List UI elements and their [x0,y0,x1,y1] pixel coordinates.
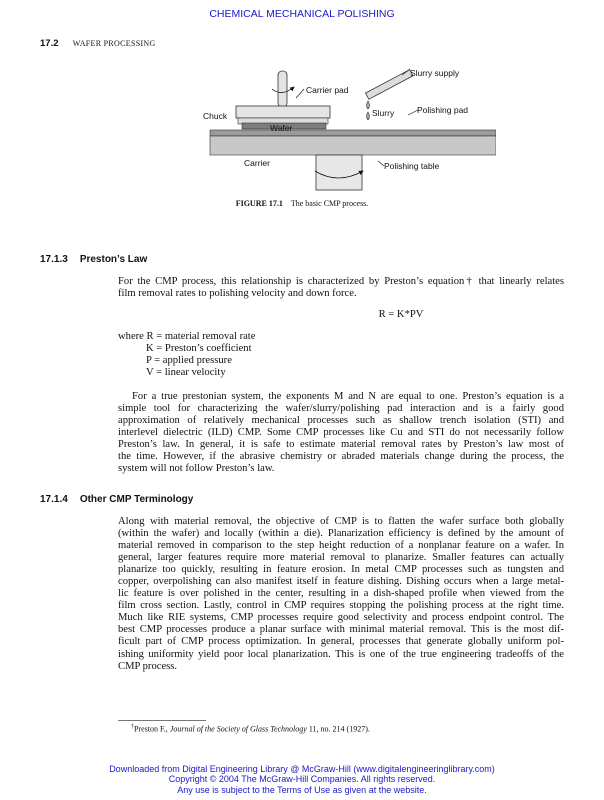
footnote-journal: Journal of the Society of Glass Technology [169,724,307,734]
text-line: film removal rates to polishing velocity and down force. [118,288,357,300]
text-line: general, larger features require more material removal to planarize. Smaller features can actually [118,552,564,564]
slurry-drop [367,101,370,109]
prestons-law-intro [118,276,564,300]
label-polishing-pad: Polishing pad [417,105,469,115]
section-title: Preston’s Law [79,254,148,265]
text-line: best CMP processes produce a planar surface with minimal material removal. This is the most dif- [118,624,564,636]
label-carrier-pad: Carrier pad [306,85,349,95]
download-notice-line[interactable]: Downloaded from Digital Engineering Library @ McGraw-Hill (www.digitalengineeringlibrary.com) [109,764,495,774]
definition-line: V = linear velocity [146,367,226,379]
figure-caption [0,199,604,208]
text-line: Preston’s law. In general, it is safe to estimate material removal rates by Preston’s law most of [118,439,564,451]
label-slurry-supply: Slurry supply [410,68,460,78]
section-heading-other-cmp-terminology [40,494,193,505]
polishing-table [210,136,496,155]
label-chuck: Chuck [203,111,228,121]
definition-line: K = Preston’s coefficient [146,343,252,355]
figure-caption-text: The basic CMP process. [290,199,369,208]
cmp-process-diagram [196,58,496,198]
download-notice [0,764,604,795]
table-shaft [316,155,362,190]
label-wafer: Wafer [270,123,293,133]
label-carrier: Carrier [244,158,270,168]
section-number: 17.1.3 [40,254,68,265]
prestons-law-body [118,391,564,475]
figure-number: FIGURE 17.1 [235,199,283,208]
page-number: 17.2 [40,38,59,49]
definition-line: where R = material removal rate [118,331,256,342]
leader-carrier-pad [296,89,304,98]
text-line: approximation of relatively mechanical processes such as shallow trench isolation (STI) and [118,415,564,427]
text-line: For a true prestonian system, the exponents M and N are equal to one. Preston’s equation is a [132,391,564,402]
text-line: For the CMP process, this relationship is characterized by Preston’s equation† that linearly relates [118,276,564,287]
footnote-marker: † [131,724,134,730]
text-line: Much like RIE systems, CMP processes require good selectivity and process endpoint control. The [118,612,564,624]
footnote [131,724,370,734]
text-line: ishing uniformity yield poor local planarization. This is one of the true engineering tradeoffs of the [118,648,564,660]
section-heading-prestons-law [40,254,147,265]
carrier-head [236,106,330,118]
label-slurry: Slurry [372,108,395,118]
text-line: Along with material removal, the objective of CMP is to flatten the wafer surface both globally [118,516,564,527]
variable-definitions [118,331,255,379]
text-line: interlevel dielectric (ILD) CMP. Some CMP processes like Cu and STI do not necessarily follow [118,427,564,439]
terms-of-use-line[interactable]: Any use is subject to the Terms of Use as given at the website. [177,784,427,795]
text-line: copper, overpolishing can also manifest itself in feature dishing. Dishing occurs when a large metal- [118,576,564,588]
document-source-title: CHEMICAL MECHANICAL POLISHING [209,8,395,20]
other-cmp-terminology-body [118,516,564,673]
slurry-supply-tube [366,70,413,100]
definition-line: P = applied pressure [146,355,232,367]
equation-text: R = K*PV [378,309,424,320]
text-line: film cross section. Lastly, control in CMP requires stopping the polishing process at the right time. [118,600,564,612]
copyright-line: Copyright © 2004 The McGraw-Hill Companies. All rights reserved. [168,774,436,785]
running-head-label: WAFER PROCESSING [72,39,156,48]
polishing-pad [210,130,496,136]
slurry-drop [367,112,370,120]
section-title: Other CMP Terminology [79,494,194,505]
prestons-equation [118,309,564,320]
label-polishing-table: Polishing table [384,161,440,171]
section-number: 17.1.4 [40,494,68,505]
text-line: system will not follow Preston’s law. [118,463,275,475]
text-line: simple tool for characterizing the wafer/slurry/polishing pad interaction and is a fairly good [118,403,564,415]
running-head [40,38,156,49]
text-line: material removed in comparison to the step height reduction of a nonplanar feature on a wafer. In [118,540,564,552]
text-line: planarize too quickly, resulting in feature erosion. In metal CMP processes such as tungsten and [118,564,564,576]
text-line: lic feature is over polished in the center, resulting in a dish-shaped profile when viewed from the [118,588,564,600]
text-line: the time. However, if the abrasive chemistry or abraded materials change during the process, the [118,451,564,463]
text-line: ficult part of CMP process optimization. In general, processes that generate globally uniform pol- [118,636,564,648]
footnote-details: 11, no. 214 (1927). [308,724,370,734]
carrier-shaft [278,71,287,107]
footnote-divider [118,720,206,721]
footnote-author: Preston F., [134,724,168,734]
text-line: CMP process. [118,660,178,672]
text-line: (within the wafer) and locally (within a die). Planarization efficiency is defined by the amount of [118,528,564,540]
